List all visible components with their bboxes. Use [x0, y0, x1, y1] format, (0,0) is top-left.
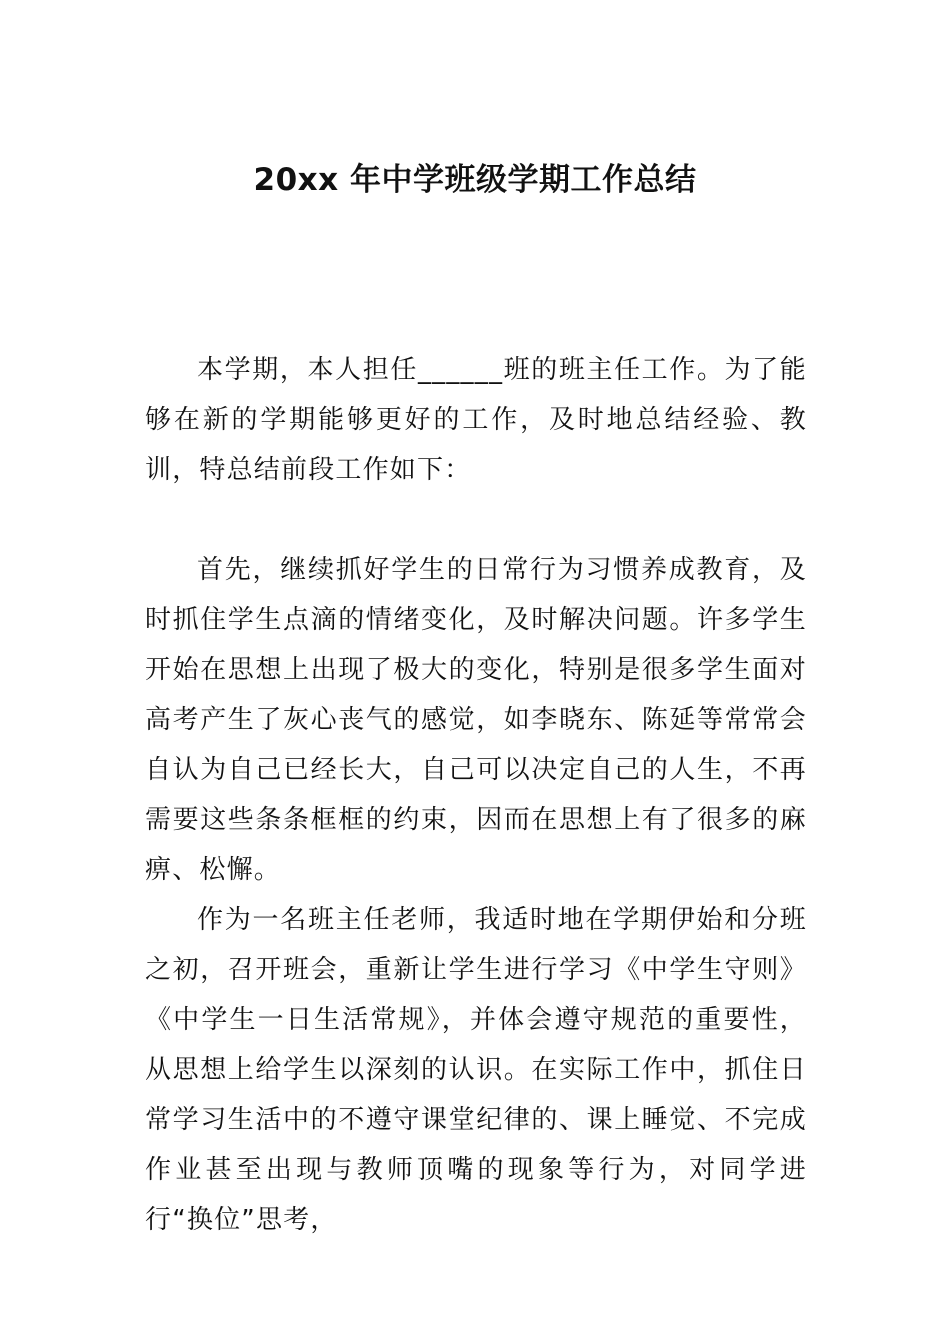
paragraph-class-meeting: 作为一名班主任老师，我适时地在学期伊始和分班之初，召开班会，重新让学生进行学习《中学生守则》《中学生一日生活常规》，并体会遵守规范的重要性，从思想上给学生以深刻的认识。在实际工作中，抓住日常学习生活中的不遵守课堂纪律的、课上睡觉、不完成作业甚至出现与教师顶嘴的现象等行为，对同学进行“换位”思考， [145, 905, 807, 1235]
paragraph-intro: 本学期，本人担任______班的班主任工作。为了能够在新的学期能够更好的工作，及时地总结经验、教训，特总结前段工作如下： [145, 355, 807, 485]
paragraph-habits: 首先，继续抓好学生的日常行为习惯养成教育，及时抓住学生点滴的情绪变化，及时解决问题。许多学生开始在思想上出现了极大的变化，特别是很多学生面对高考产生了灰心丧气的感觉，如李晓东、陈延等常常会自认为自己已经长大，自己可以决定自己的人生，不再需要这些条条框框的约束，因而在思想上有了很多的麻痹、松懈。 [145, 555, 807, 885]
document-title: 20xx 年中学班级学期工作总结 [253, 162, 697, 198]
